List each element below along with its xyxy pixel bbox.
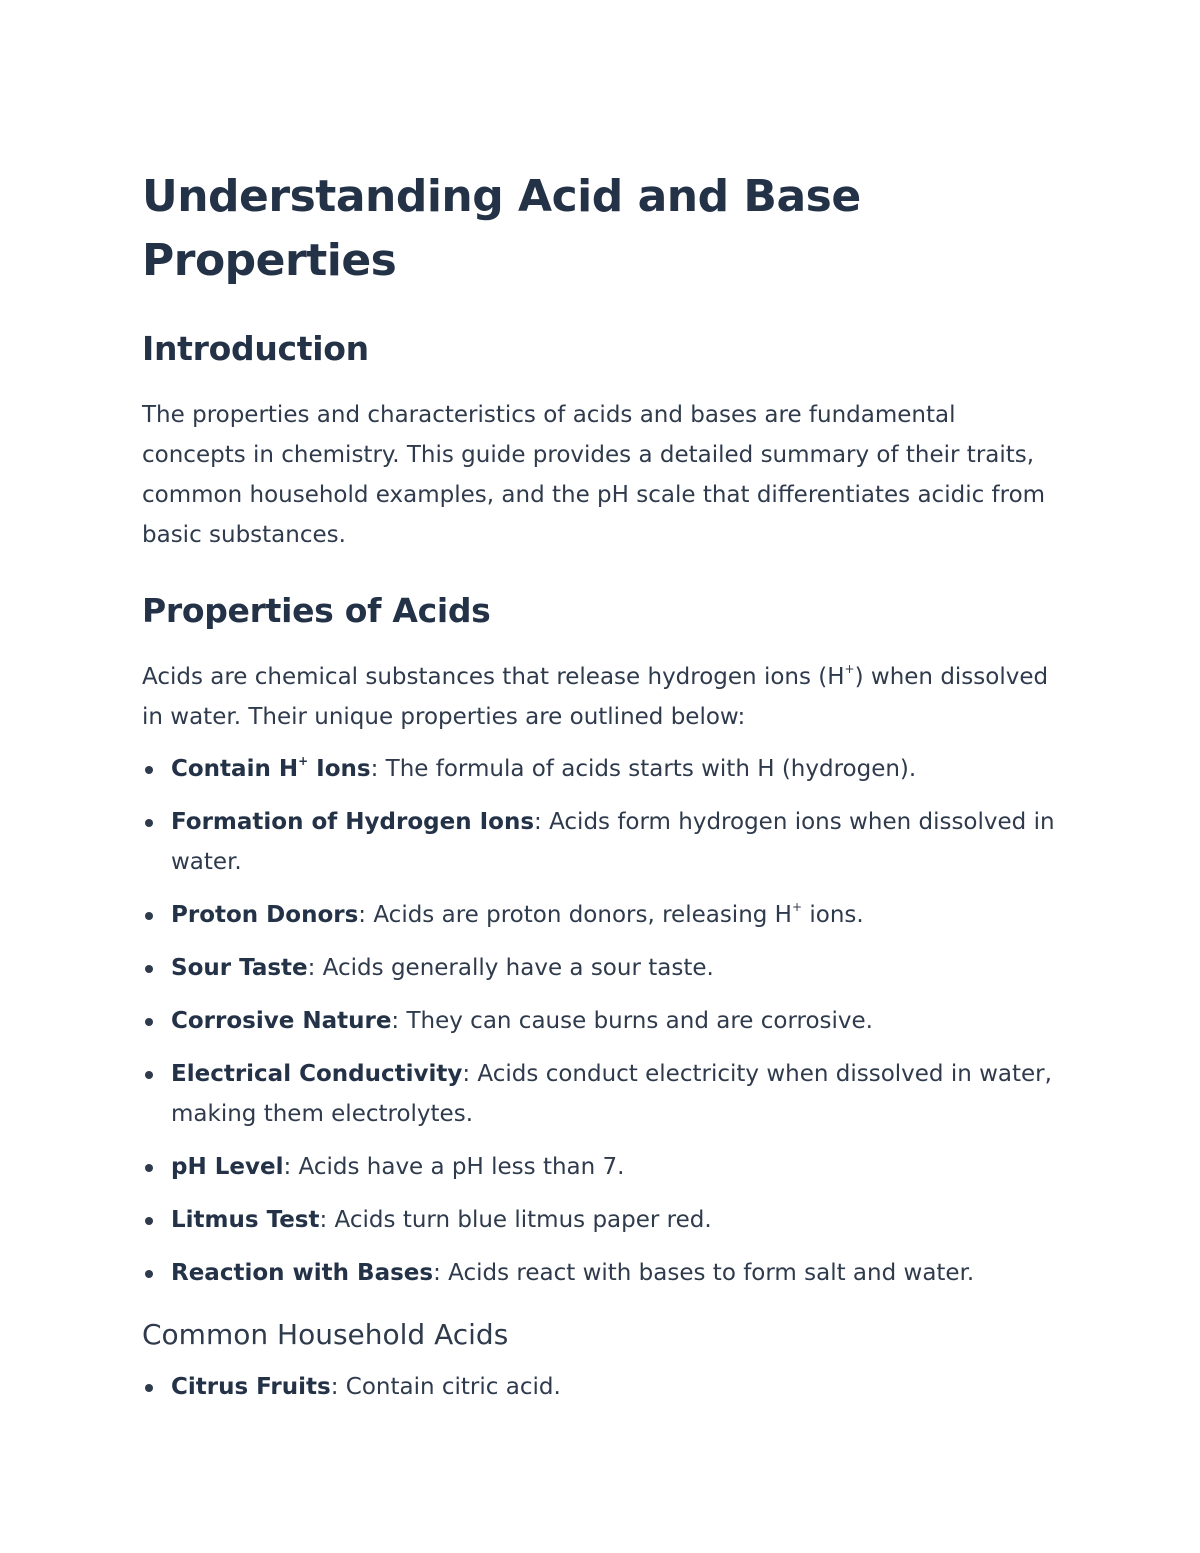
list-item: Corrosive Nature: They can cause burns and are corrosive. [142, 1001, 1057, 1041]
document-page [142, 165, 1057, 1420]
household-acids-list [142, 1367, 1057, 1407]
list-item: Proton Donors: Acids are proton donors, releasing H+ ions. [142, 895, 1057, 935]
list-item: Litmus Test: Acids turn blue litmus paper red. [142, 1200, 1057, 1240]
list-item: Reaction with Bases: Acids react with bases to form salt and water. [142, 1253, 1057, 1293]
acids-heading: Properties of Acids [142, 591, 491, 630]
list-item: Citrus Fruits: Contain citric acid. [142, 1367, 1057, 1407]
list-item: Sour Taste: Acids generally have a sour taste. [142, 948, 1057, 988]
list-item: Electrical Conductivity: Acids conduct electricity when dissolved in water, making them electrolytes. [142, 1054, 1057, 1134]
acids-intro-paragraph: Acids are chemical substances that release hydrogen ions (H+) when dissolved in water. Their unique properties are outlined below: [142, 662, 1049, 730]
page-title: Understanding Acid and Base Properties [142, 171, 861, 286]
list-item: pH Level: Acids have a pH less than 7. [142, 1147, 1057, 1187]
acid-properties-list [142, 749, 1057, 1293]
list-item: Formation of Hydrogen Ions: Acids form hydrogen ions when dissolved in water. [142, 802, 1057, 882]
introduction-heading: Introduction [142, 329, 369, 368]
list-item: Contain H+ Ions: The formula of acids starts with H (hydrogen). [142, 749, 1057, 789]
introduction-paragraph: The properties and characteristics of acids and bases are fundamental concepts in chemistry. This guide provides a detailed summary of their traits, common household examples, and the pH scale that differentiates acidic from basic substances. [142, 402, 1046, 548]
household-acids-heading: Common Household Acids [142, 1318, 509, 1351]
